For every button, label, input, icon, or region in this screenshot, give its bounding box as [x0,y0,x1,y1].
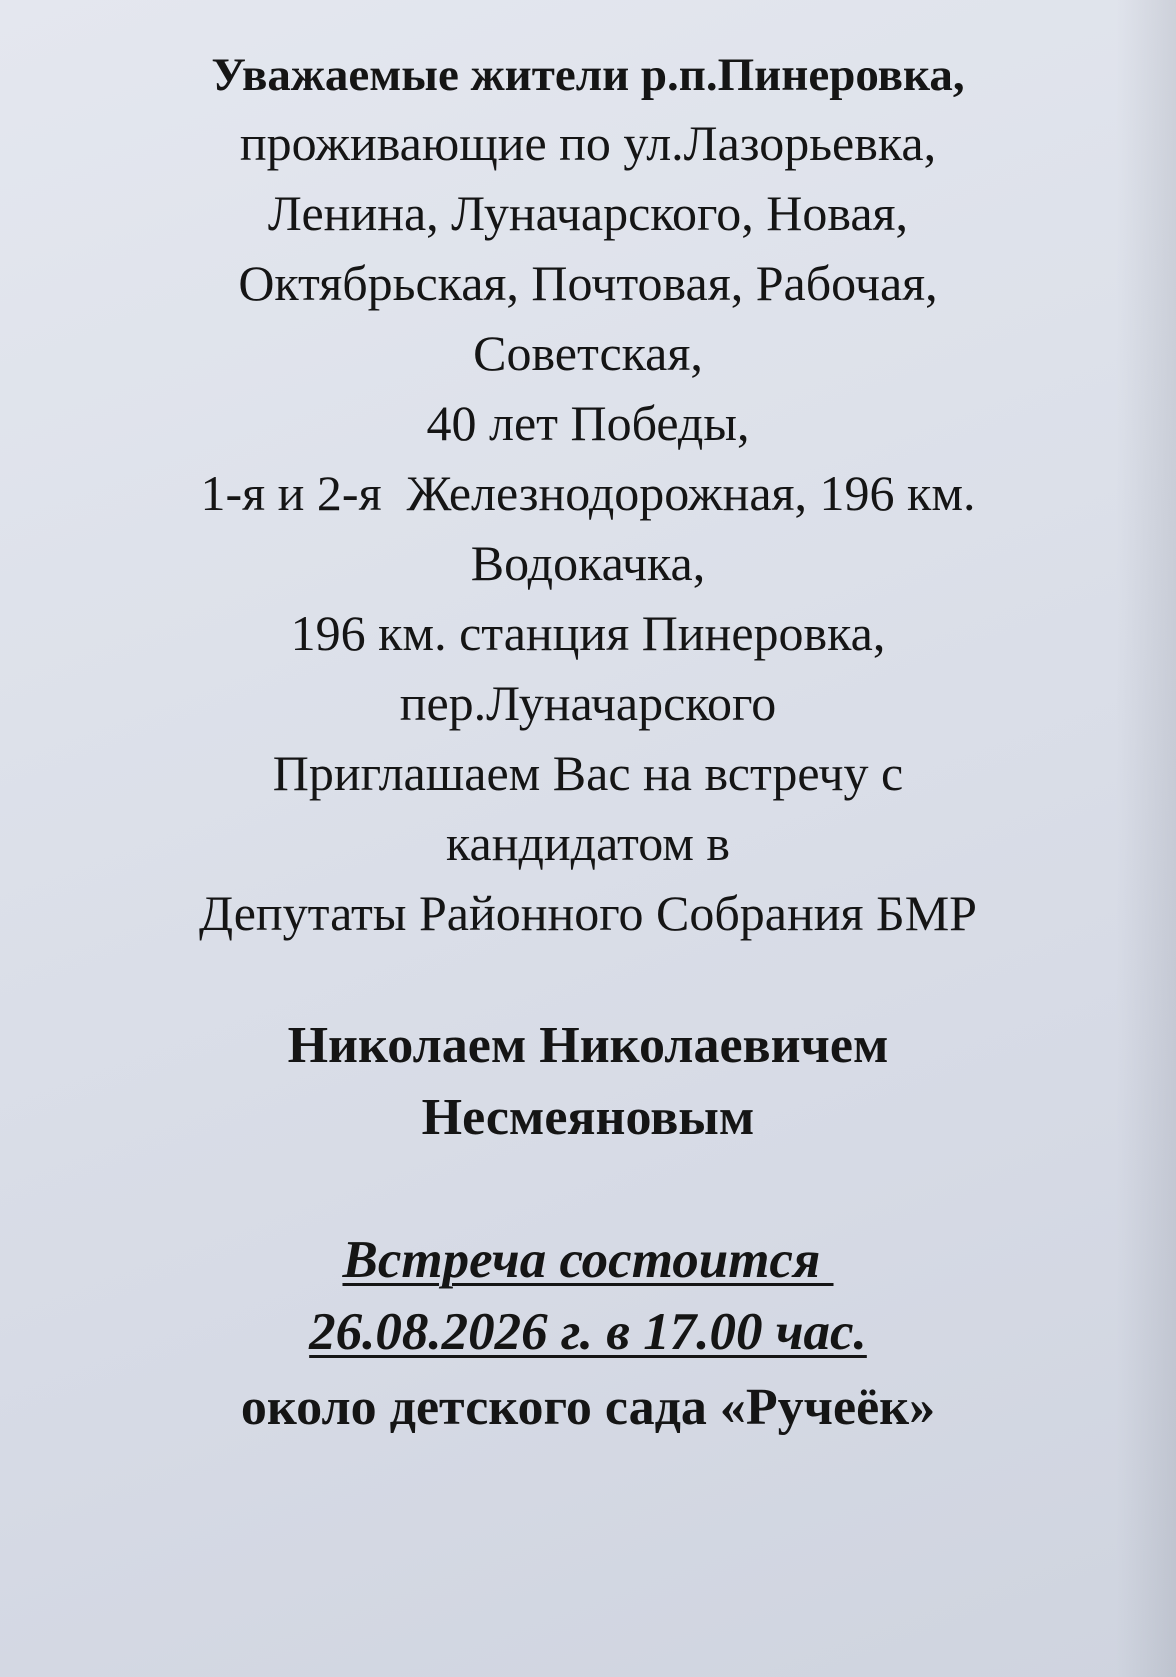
invitation-line: кандидатом в [445,815,730,871]
street-line: Ленина, Луначарского, Новая, [267,185,909,241]
street-line: Октябрьская, Почтовая, Рабочая, [238,255,938,311]
section-gap [0,1154,1176,1224]
street-line: 40 лет Победы, [426,395,750,451]
candidate-name-line: Несмеяновым [421,1089,755,1146]
street-line: 1-я и 2-я Железнодорожная, 196 км. [200,465,976,521]
section-gap [0,948,1176,1010]
candidate-name-line: Николаем Николаевичем [287,1017,889,1074]
street-line: Водокачка, [470,535,706,591]
meeting-datetime: 26.08.2026 г. в 17.00 час. [309,1303,867,1361]
street-line: 196 км. станция Пинеровка, [290,605,886,661]
meeting-line [0,1224,1176,1296]
street-line: пер.Луначарского [399,675,777,731]
meeting-location: около детского сада «Ручеёк» [240,1379,936,1436]
street-line: проживающие по ул.Лазорьевка, [239,115,937,171]
meeting-announcement: Встреча состоится [342,1231,834,1289]
street-line: Советская, [473,325,703,381]
greeting-heading: Уважаемые жители р.п.Пинеровка, [211,49,965,101]
meeting-line [0,1296,1176,1368]
invitation-line: Депутаты Районного Собрания БМР [199,885,977,941]
invitation-line: Приглашаем Вас на встречу с [272,745,904,801]
